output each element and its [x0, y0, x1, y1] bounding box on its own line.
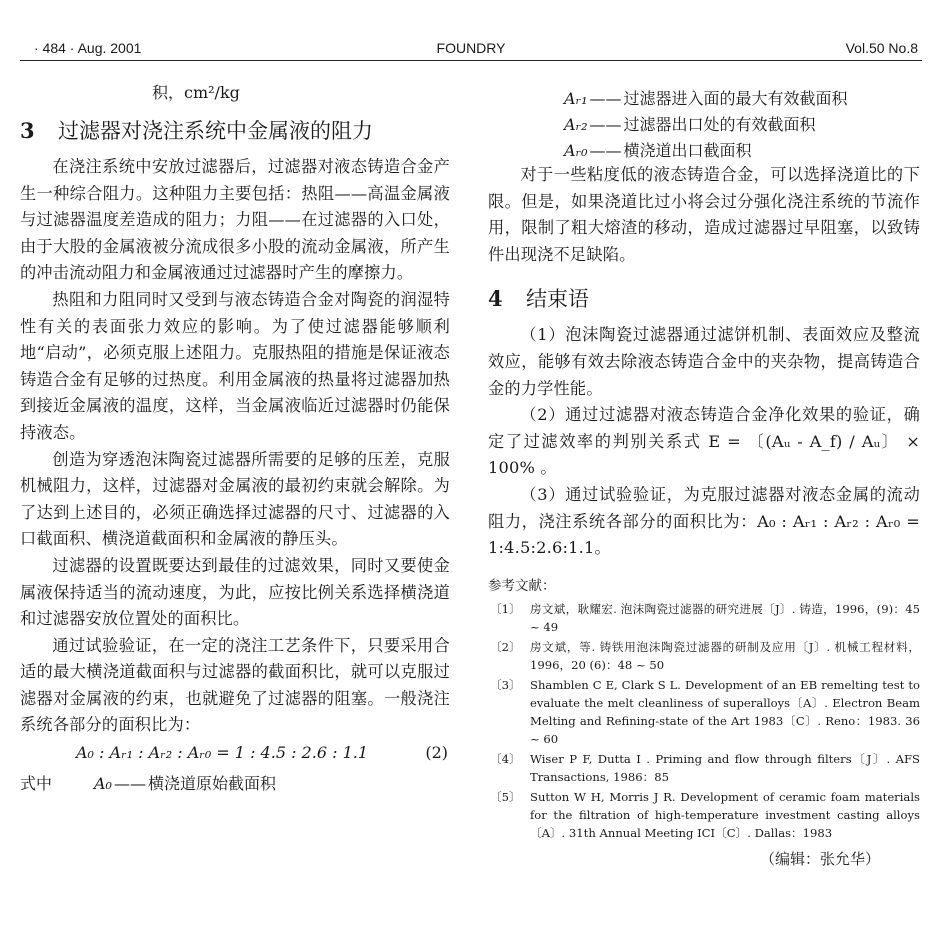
running-header — [20, 36, 922, 61]
symbol-definition-text: 过滤器出口处的有效截面积 — [623, 115, 816, 134]
conclusion-item: （1）泡沫陶瓷过滤器通过滤饼机制、表面效应及整流效应，能够有效去除液态铸造合金中的夹杂物，提高铸造合金的力学性能。 — [488, 325, 920, 398]
reference-text: Wiser P F, Dutta I . Priming and flow through filters〔J〕. AFS Transactions, 1986：85 — [530, 751, 920, 784]
reference-text: 房文斌，等. 铸铁用泡沫陶瓷过滤器的研制及应用〔J〕. 机械工程材料，1996，20 (6)：48 ~ 50 — [530, 639, 920, 672]
reference-number: 〔3〕 — [490, 677, 521, 692]
section-3-heading — [20, 116, 450, 146]
reference-text: Shamblen C E, Clark S L. Development of an EB remelting test to evaluate the melt cleanliness of superalloys〔A〕. Electron Beam Melting and Refining-state of the Art 1983〔C〕. Reno：1983. 36 ~ 60 — [530, 677, 920, 746]
section-title: 结束语 — [526, 287, 589, 312]
journal-name: FOUNDRY — [436, 40, 506, 56]
symbol-definition — [488, 136, 920, 162]
conclusion-item: （2）通过过滤器对液态铸造合金净化效果的验证，确定了过滤效率的判别关系式 E = 〔(Aᵤ - A_f) / Aᵤ〕 × 100% 。 — [488, 405, 920, 478]
symbol-def-text: Aᵣ₂ —— 过滤器出口处的有效截面积 — [564, 115, 816, 134]
paragraph: 热阻和力阻同时又受到与液态铸造合金对陶瓷的润湿特性有关的表面张力效应的影响。为了使过滤器能够顺利地“启动”，必须克服上述阻力。克服热阻的措施是保证液态铸造合金有足够的过热度。利用金属液的热量将过滤器加热到接近金属液的温度，这样，当金属液临近过滤器时仍能保持液态。 — [20, 289, 450, 442]
left-column — [20, 80, 450, 795]
symbol-definition — [488, 84, 920, 110]
reference-item — [488, 676, 920, 748]
paragraph: 过滤器的设置既要达到最佳的过滤效果，同时又要使金属液保持适当的流动速度，为此，应按比例关系选择横浇道和过滤器安放位置处的面积比。 — [20, 555, 450, 629]
equation-2 — [20, 741, 450, 769]
paragraph: 通过试验验证，在一定的浇注工艺条件下，只要采用合适的最大横浇道截面积与过滤器的截面积比，就可以克服过滤器对金属液的约束，也就避免了过滤器的阻塞。一般浇注系统各部分的面积比为： — [20, 635, 450, 735]
symbol-def-text: Aᵣ₁ —— 过滤器进入面的最大有效截面积 — [564, 89, 848, 108]
symbol-def-text: A₀ —— 横浇道原始截面积 — [94, 774, 276, 794]
reference-number: 〔5〕 — [490, 789, 521, 804]
reference-text: Sutton W H, Morris J R. Development of ceramic foam materials for the filtration of high-temperature investment casting alloys〔A〕. 31th Annual Meeting ICI〔C〕. Dallas：1983 — [530, 789, 920, 840]
symbol: Aᵣ₁ — [564, 89, 588, 108]
symbol-definition — [20, 769, 450, 795]
reference-number: 〔2〕 — [490, 639, 521, 654]
paragraph: 在浇注系统中安放过滤器后，过滤器对液态铸造合金产生一种综合阻力。这种阻力主要包括：热阻——高温金属液与过滤器温度差造成的阻力；力阻——在过滤器的入口处，由于大股的金属液被分流成很多小股的流动金属液，所产生的冲击流动阻力和金属液通过过滤器时产生的摩擦力。 — [20, 157, 450, 283]
where-label: 式中 — [20, 774, 53, 794]
reference-item — [488, 638, 920, 674]
page-number-date: · 484 · Aug. 2001 — [34, 40, 142, 56]
volume-issue: Vol.50 No.8 — [845, 40, 918, 56]
reference-text: 房文斌，耿耀宏. 泡沫陶瓷过滤器的研究进展〔J〕. 铸造，1996，(9)：45 ~ 49 — [530, 601, 920, 634]
section-title: 过滤器对浇注系统中金属液的阻力 — [58, 119, 373, 143]
symbol-definition-text: 横浇道原始截面积 — [147, 774, 276, 794]
section-number: 4 — [488, 286, 503, 312]
reference-number: 〔1〕 — [490, 601, 521, 616]
symbol-definition — [488, 110, 920, 136]
reference-number: 〔4〕 — [490, 751, 521, 766]
symbol-definition-text: 过滤器进入面的最大有效截面积 — [623, 89, 848, 108]
paragraph: 创造为穿透泡沫陶瓷过滤器所需要的足够的压差，克服机械阻力，这样，过滤器对金属液的最初约束就会解除。为了达到上述目的，必须正确选择过滤器的尺寸、过滤器的入口截面积、横浇道截面积和金属液的静压头。 — [20, 449, 450, 549]
symbol: Aᵣ₂ — [564, 115, 588, 134]
reference-item — [488, 788, 920, 842]
symbol: A₀ — [94, 774, 112, 794]
section-number: 3 — [20, 118, 35, 143]
equation-body: A₀ : Aᵣ₁ : Aᵣ₂ : Aᵣ₀ = 1 : 4.5 : 2.6 : 1.1 — [76, 743, 369, 763]
symbol-def-text: Aᵣ₀ —— 横浇道出口截面积 — [564, 141, 752, 160]
conclusion-item: （3）通过试验验证，为克服过滤器对液态金属的流动阻力，浇注系统各部分的面积比为：A₀ : Aᵣ₁ : Aᵣ₂ : Aᵣ₀ = 1:4.5:2.6:1.1。 — [488, 484, 920, 558]
reference-item — [488, 750, 920, 786]
paragraph: 对于一些粘度低的液态铸造合金，可以选择浇道比的下限。但是，如果浇道比过小将会过分强化浇注系统的节流作用，限制了粗大熔渣的移动，造成过滤器过早阻塞，以致铸件出现浇不足缺陷。 — [488, 165, 920, 264]
section-4-heading — [488, 284, 920, 314]
symbol: Aᵣ₀ — [564, 141, 588, 160]
references-title: 参考文献： — [488, 577, 556, 594]
right-column — [488, 84, 920, 869]
reference-item — [488, 600, 920, 636]
equation-number: (2) — [425, 743, 448, 763]
continuation-text: 积，cm²/kg — [152, 83, 240, 102]
editor-credit: （编辑：张允华） — [759, 849, 880, 868]
symbol-definition-text: 横浇道出口截面积 — [623, 141, 752, 160]
